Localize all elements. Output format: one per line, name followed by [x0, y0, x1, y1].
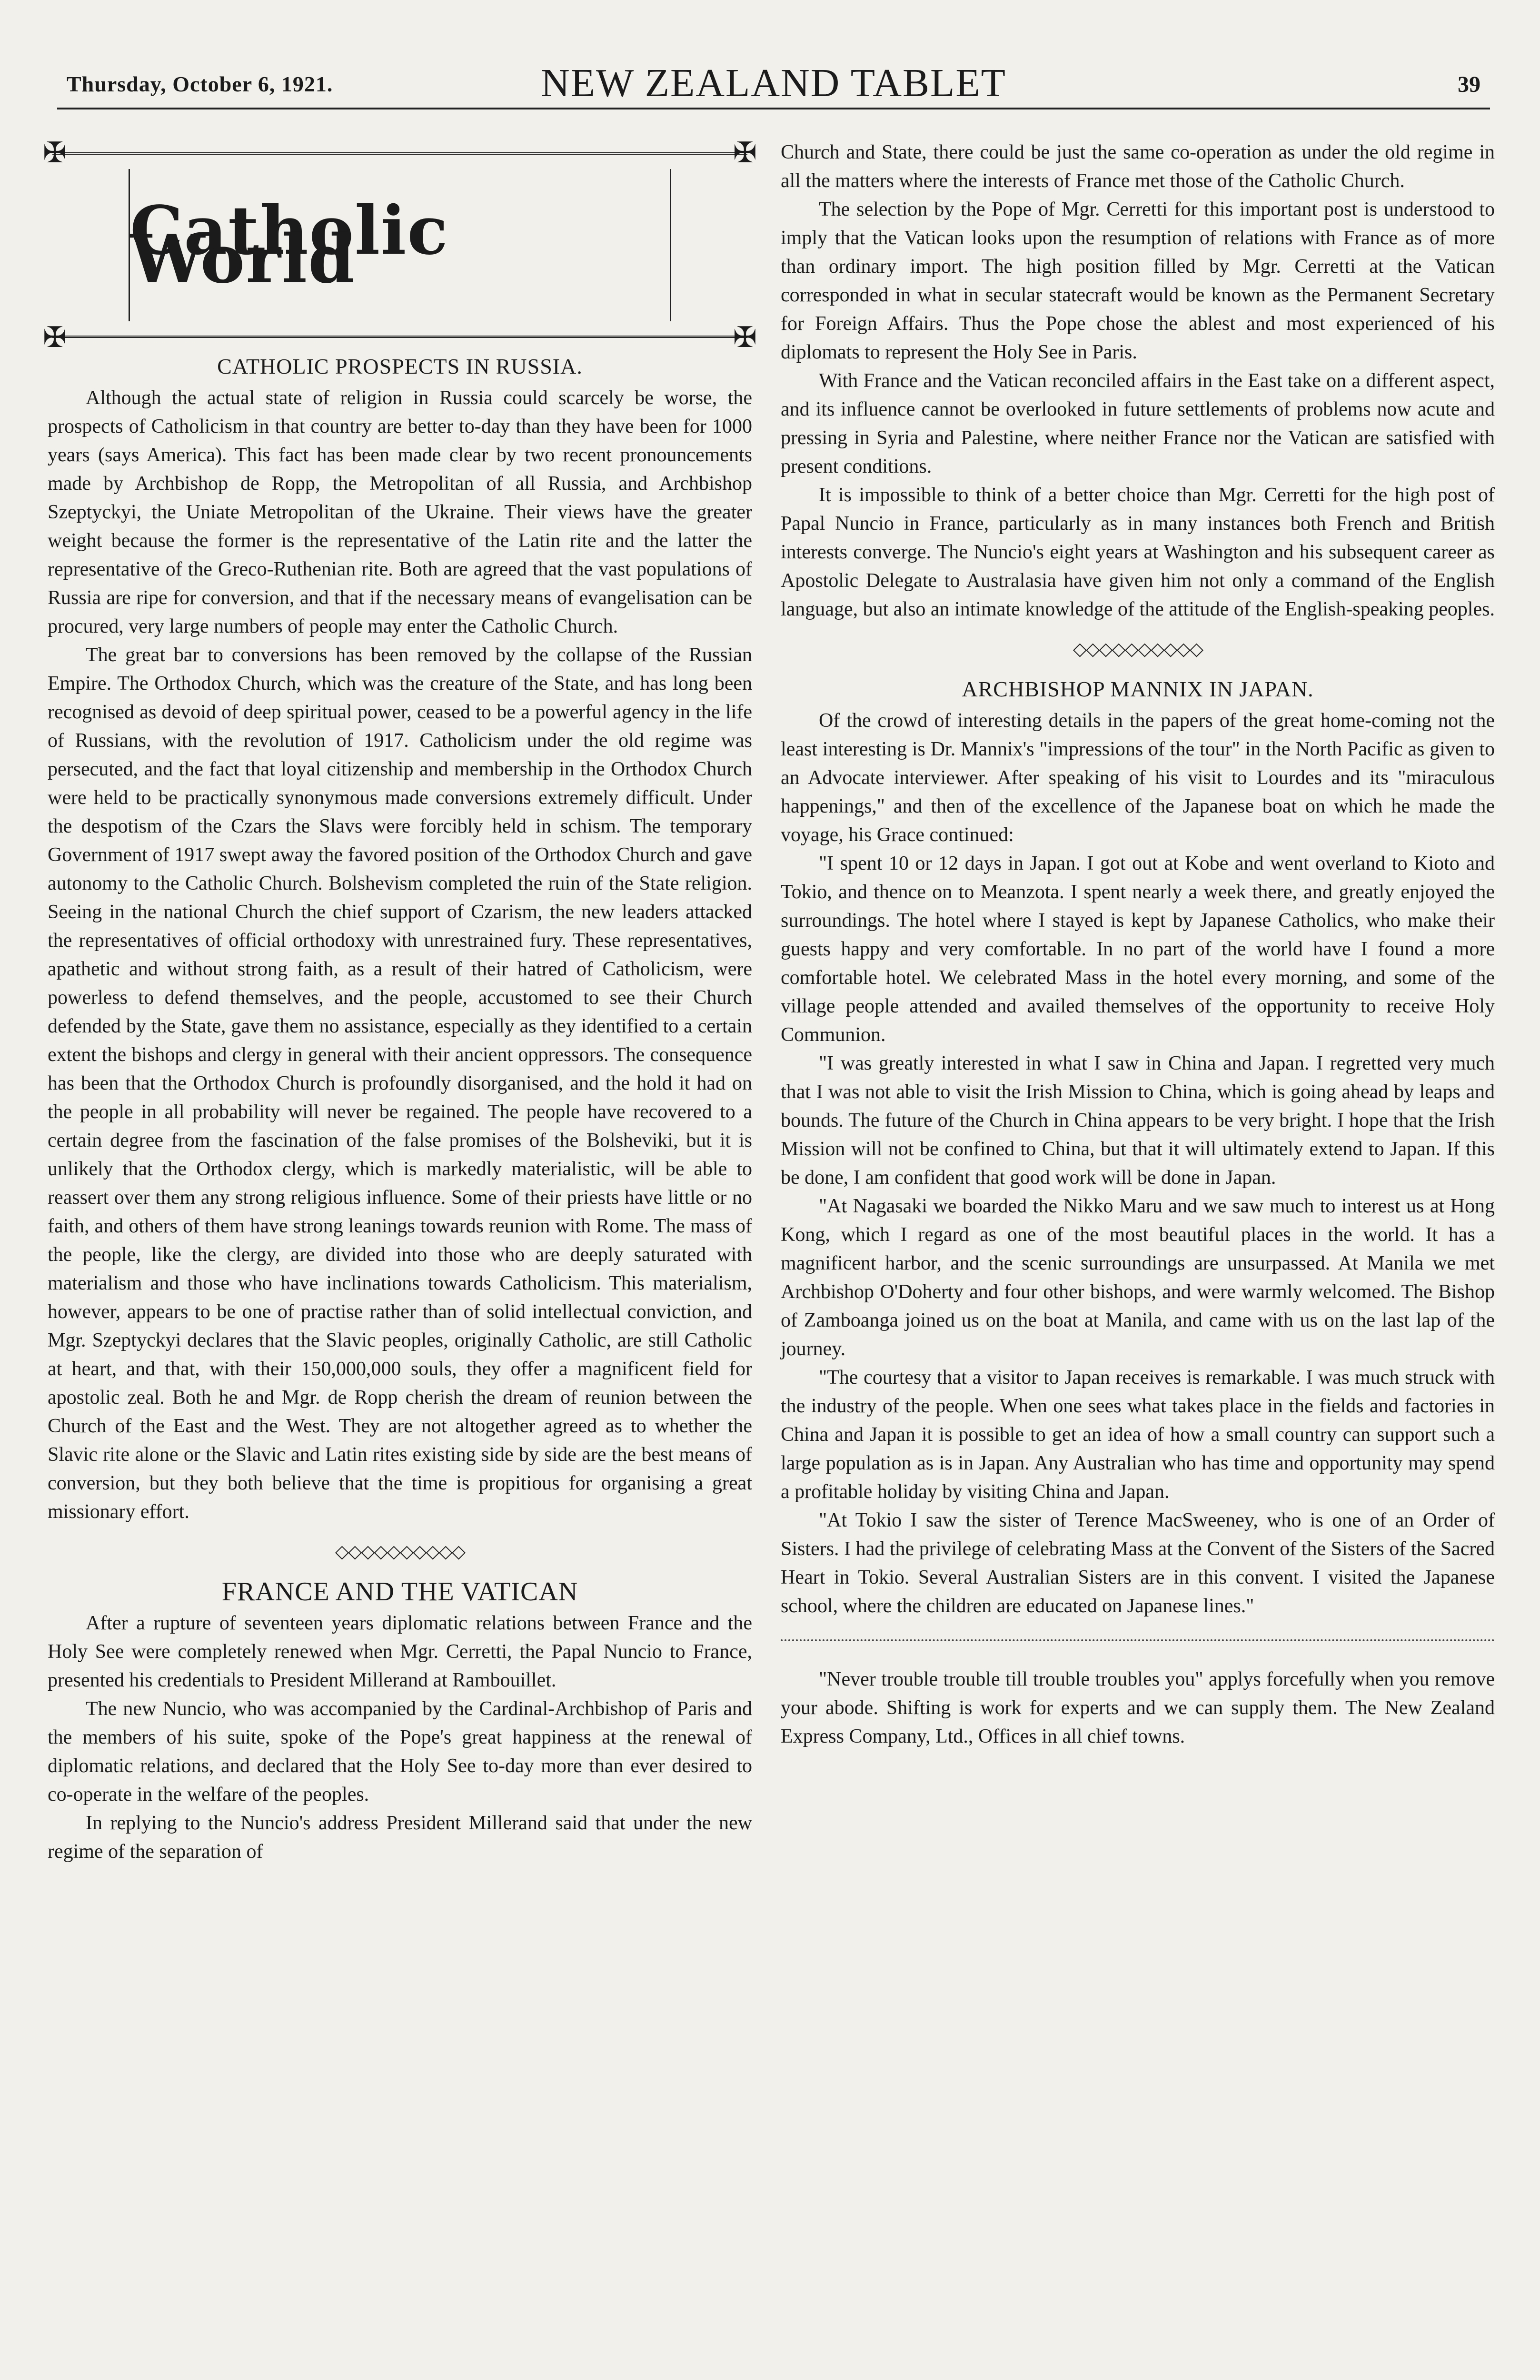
issue-date: Thursday, October 6, 1921. [67, 72, 333, 96]
article-paragraph: The selection by the Pope of Mgr. Cerretti for this important post is understood to imply that the Vatican looks upon the resumption of relations with France as of more than ordinary import. The high position filled by Mgr. Cerretti at the Vatican corresponded in what in secular statecraft would be known as the Permanent Secretary for Foreign Affairs. Thus the Pope chose the ablest and most experienced of his diplomats to represent the Holy See in Paris. [781, 198, 1495, 363]
article-paragraph: With France and the Vatican reconciled affairs in the East take on a different aspect, and its influence cannot be overlooked in future settlements of problems now acute and pressing in Syria and Palestine, where neither France nor the Vatican are satisfied with present conditions. [781, 370, 1495, 477]
section-divider: ◇◇◇◇◇◇◇◇◇◇ [1073, 639, 1203, 659]
article-paragraph: The great bar to conversions has been removed by the collapse of the Russian Empire. The Orthodox Church, which was the creature of the State, and has long been recognised as devoid of deep spiritual power, ceased to be a powerful agency in the life of Russians, with the revolution of 1917. Catholicism under the old regime was persecuted, and the fact that loyal citizenship and membership in the Orthodox Church were held to be practically synonymous made conversions extremely difficult. Under the despotism of the Czars the Slavs were forcibly held in schism. The temporary Government of 1917 swept away the favored position of the Orthodox Church and gave autonomy to the Catholic Church. Bolshevism completed the ruin of the State religion. Seeing in the national Church the chief support of Czarism, the new leaders attacked the representatives of official orthodoxy with unrestrained fury. These representatives, apathetic and without strong faith, as a result of their hatred of Catholicism, were powerless to defend themselves, and the people, accustomed to see their Church defended by the State, gave them no assistance, especially as they identified to a certain extent the bishops and clergy in general with their ancient oppressors. The consequence has been that the Orthodox Church is profoundly disorganised, and the hold it had on the people in all probability will never be regained. The people have recovered to a certain degree from the fascination of the false promises of the Bolsheviki, but it is unlikely that the Orthodox clergy, which is markedly materialistic, will be able to reassert over them any strong religious influence. Some of their priests have little or no faith, and others of them have strong leanings towards reunion with Rome. The mass of the people, like the clergy, are divided into those who are deeply saturated with materialism and those who have inclinations towards Catholicism. This materialism, however, appears to be one of practise rather than of solid intellectual conviction, and Mgr. Szeptyckyi declares that the Slavic peoples, originally Catholic, are still Catholic at heart, and that, with their 150,000,000 souls, they offer a magnificent field for apostolic zeal. Both he and Mgr. de Ropp cherish the dream of reunion between the Church of the East and the West. They are not altogether agreed as to whether the Slavic rite alone or the Slavic and Latin rites existing side by side are the best means of conversion, but they both believe that the time is propitious for organising a great missionary effort. [48, 644, 752, 1523]
article-paragraph: "I was greatly interested in what I saw in China and Japan. I regretted very much that I was not able to visit the Irish Mission to China, which is going ahead by leaps and bounds. The future of the Church in China appears to be very bright. I hope that the Irish Mission will not be confined to China, but that it will ultimately extend to Japan. If this be done, I am confident that good work will be done in Japan. [781, 1052, 1495, 1189]
header-rule [57, 108, 1490, 109]
section-title: Catholic World [130, 192, 449, 298]
banner-frame [129, 169, 671, 321]
cross-ornament-icon: ✠ [733, 137, 757, 169]
dotted-separator [781, 1639, 1495, 1641]
removal-advertisement: "Never trouble trouble till trouble troubles you" applys forcefully when you remove your abode. Shifting is work for experts and we can supply them. The New Zealand Express Company, Ltd., Offices in all chief towns. [781, 1668, 1495, 1747]
article-headline-russia: CATHOLIC PROSPECTS IN RUSSIA. [217, 354, 583, 378]
left-column [43, 124, 757, 1866]
article-paragraph: Of the crowd of interesting details in the papers of the great home-coming not the least interesting is Dr. Mannix's "impressions of the tour" in the North Pacific as given to an Advocate interviewer. After speaking of his visit to Lourdes and its "miraculous happenings," and then of the excellence of the Japanese boat on which he made the voyage, his Grace continued: [781, 710, 1495, 846]
article-paragraph: Although the actual state of religion in Russia could scarcely be worse, the prospects of Catholicism in that country are better to-day than they have been for 1000 years (says America). This fact has been made clear by two recent pronouncements made by Archbishop de Ropp, the Metropolitan of all Russia, and Archbishop Szeptyckyi, the Uniate Metropolitan of the Ukraine. Their views have the greater weight because the former is the representative of the Latin rite and the latter the representative of the Greco-Ruthenian rite. Both are agreed that the vast populations of Russia are ripe for conversion, and that if the necessary means of evangelisation can be procured, very large numbers of people may enter the Catholic Church. [48, 387, 752, 637]
article-paragraph: After a rupture of seventeen years diplomatic relations between France and the Holy See were completely renewed when Mgr. Cerretti, the Papal Nuncio to France, presented his credentials to President Millerand at Rambouillet. [48, 1612, 752, 1691]
catholic-world-banner [43, 137, 757, 353]
article-paragraph: "The courtesy that a visitor to Japan receives is remarkable. I was much struck with the industry of the people. When one sees what takes place in the fields and factories in China and Japan it is possible to get an idea of how a small country can support such a large population as is in Japan. Any Australian who has time and opportunity may spend a profitable holiday by visiting China and Japan. [781, 1367, 1495, 1503]
article-paragraph: It is impossible to think of a better choice than Mgr. Cerretti for the high post of Papal Nuncio in France, particularly as in many instances both French and British interests converge. The Nuncio's eight years at Washington and his subsequent career as Apostolic Delegate to Australasia have given him not only a command of the English language, but also an intimate knowledge of the attitude of the English-speaking peoples. [781, 484, 1495, 620]
masthead: NEW ZEALAND TABLET [540, 61, 1006, 105]
section-divider: ◇◇◇◇◇◇◇◇◇◇ [335, 1542, 465, 1562]
article-headline-france: FRANCE AND THE VATICAN [221, 1577, 578, 1606]
cross-ornament-icon: ✠ [733, 322, 757, 353]
cross-ornament-icon: ✠ [43, 137, 67, 169]
article-paragraph: In replying to the Nuncio's address President Millerand said that under the new regime of the separation of [48, 1812, 752, 1863]
article-paragraph: Church and State, there could be just the same co-operation as under the old regime in all the matters where the interests of France met those of the Catholic Church. [781, 141, 1495, 192]
article-paragraph: The new Nuncio, who was accompanied by the Cardinal-Archbishop of Paris and the members of his suite, spoke of the Pope's great happiness at the renewal of diplomatic relations, and declared that the Holy See to-day more than ever desired to co-operate in the welfare of the peoples. [48, 1698, 752, 1805]
article-paragraph: "At Nagasaki we boarded the Nikko Maru and we saw much to interest us at Hong Kong, which I regard as one of the most beautiful places in the world. It has a magnificent harbor, and the scenic surroundings are unsurpassed. At Manila we met Archbishop O'Doherty and four other bishops, and were warmly welcomed. The Bishop of Zamboanga joined us on the boat at Manila, and came with us on the last lap of the journey. [781, 1195, 1495, 1360]
article-paragraph: "I spent 10 or 12 days in Japan. I got out at Kobe and went overland to Kioto and Tokio, and thence on to Meanzota. I spent nearly a week there, and greatly enjoyed the surroundings. The hotel where I stayed is kept by Japanese Catholics, who make their guests happy and very comfortable. In no part of the world have I found a more comfortable hotel. We celebrated Mass in the hotel every morning, and some of the village people attended and availed themselves of the opportunity to receive Holy Communion. [781, 853, 1495, 1046]
article-paragraph: "At Tokio I saw the sister of Terence MacSweeney, who is one of an Order of Sisters. I had the privilege of celebrating Mass at the Convent of the Sisters of the Sacred Heart in Tokio. Several Australian Sisters are in this convent. I visited the Japanese school, where the children are educated on Japanese lines." [781, 1509, 1495, 1617]
cross-ornament-icon: ✠ [43, 322, 67, 353]
page-number: 39 [1458, 72, 1480, 97]
page-header [57, 57, 1490, 109]
article-headline-mannix: ARCHBISHOP MANNIX IN JAPAN. [962, 677, 1314, 701]
right-column [781, 138, 1495, 1751]
